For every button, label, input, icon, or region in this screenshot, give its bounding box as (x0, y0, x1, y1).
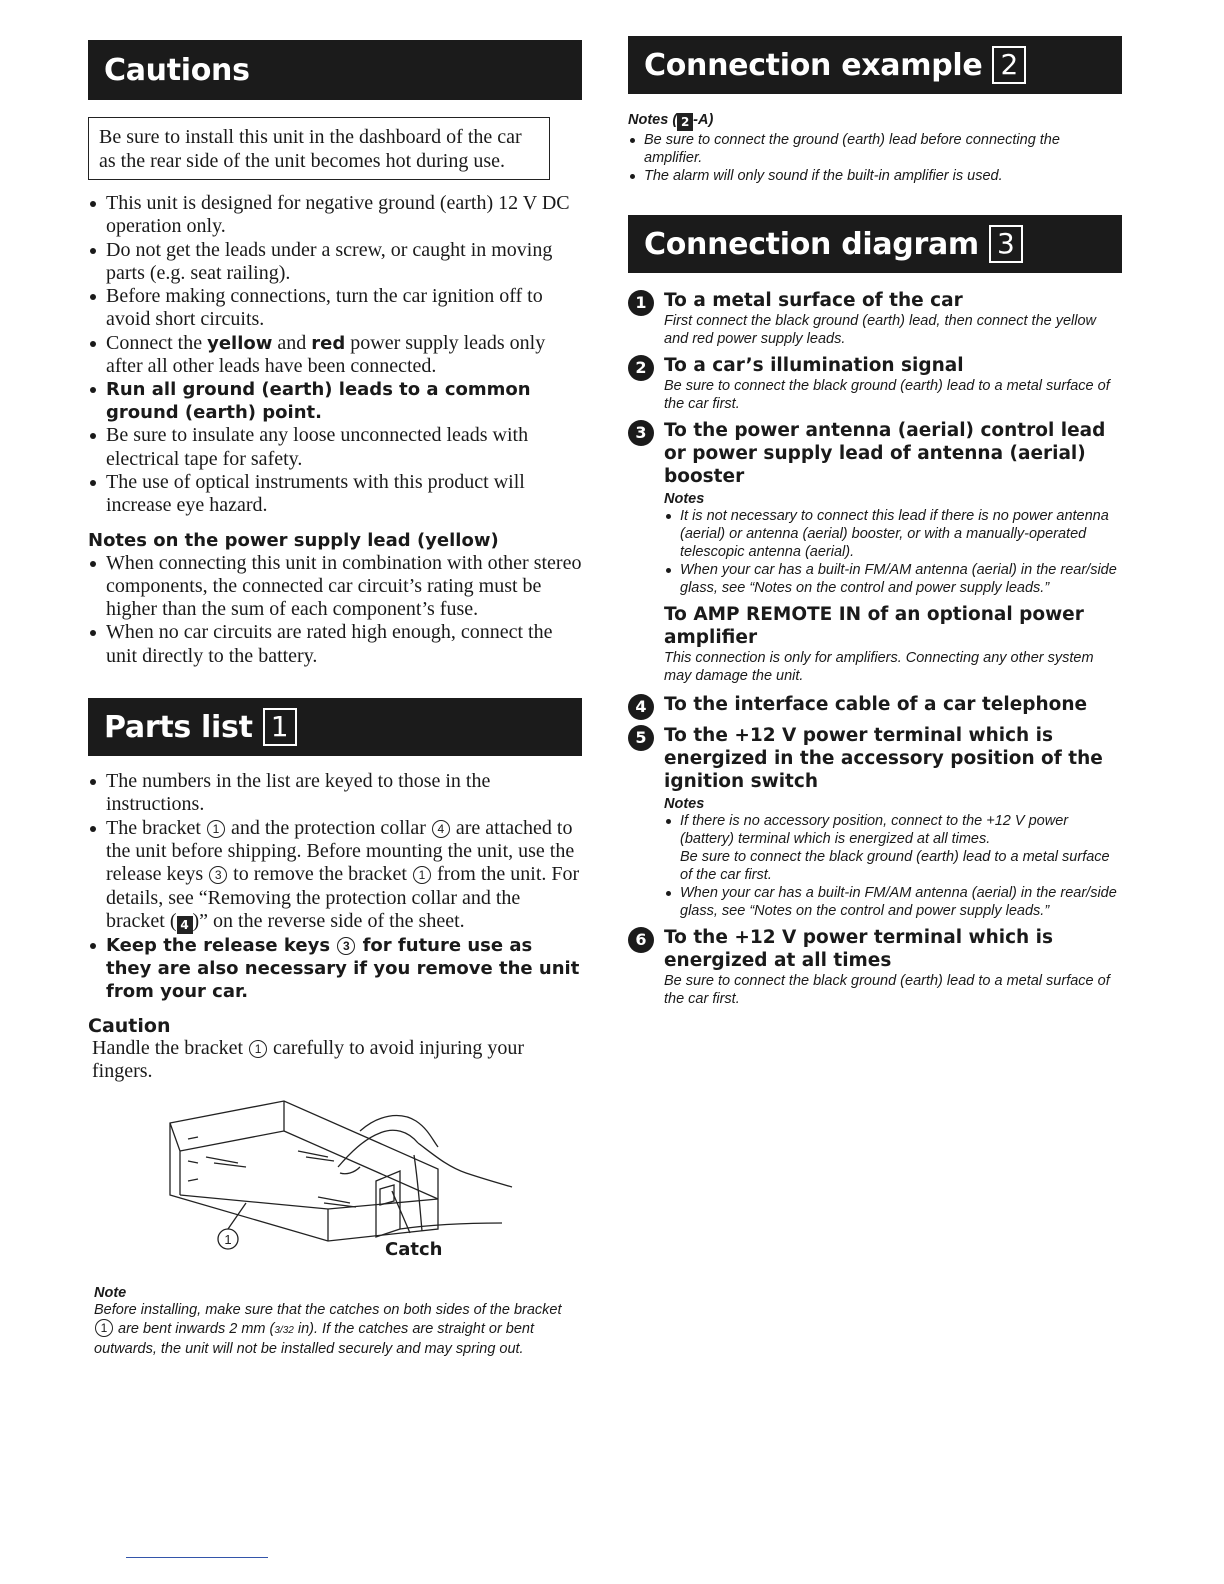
list-item: Do not get the leads under a screw, or caught in moving parts (e.g. seat railing). (88, 239, 582, 286)
diagram-item-title: To the +12 V power terminal which is energized at all times (664, 927, 1054, 971)
text-run: for future use as they are also necessary if you remove the unit from your car. (106, 934, 580, 1002)
cautions-banner (88, 40, 582, 100)
ref-3-icon: 3 (337, 937, 355, 955)
list-item: Be sure to insulate any loose unconnected leads with electrical tape for safety. (88, 424, 582, 471)
connection-example-notes (628, 131, 1122, 185)
cautions-title: Cautions (104, 52, 250, 88)
text-run: and the protection collar (225, 816, 431, 839)
connection-example-banner (628, 36, 1122, 94)
text-run: to remove the bracket (228, 863, 412, 886)
parts-list-number: 1 (263, 708, 297, 746)
amp-remote-heading: To AMP REMOTE IN of an optional power amplifier (664, 604, 1084, 648)
ref-3-icon: 3 (209, 866, 227, 884)
text-run: are bent inwards 2 mm ( (114, 1320, 275, 1337)
badge-2-icon: 2 (628, 355, 654, 381)
left-column (88, 0, 582, 1358)
text-run: Connect the (106, 331, 208, 354)
list-item (88, 817, 582, 934)
note-heading: Note (94, 1284, 127, 1301)
ref-1-icon: 1 (249, 1040, 267, 1058)
text-run: The bracket (106, 816, 206, 839)
text-run: If there is no accessory position, connect to the +12 V power (battery) terminal which is energized at all times. (680, 813, 1069, 847)
list-item: Be sure to connect the ground (earth) lead before connecting the amplifier. (628, 131, 1122, 167)
ref-1-icon: 1 (207, 820, 225, 838)
parts-list-title: Parts list (104, 709, 253, 745)
install-warning-text: Be sure to install this unit in the dashboard of the car as the rear side of the unit becomes hot during use. (99, 126, 522, 172)
diagram-item-4 (628, 693, 1122, 716)
connection-diagram-number: 3 (989, 225, 1023, 263)
badge-6-icon: 6 (628, 927, 654, 953)
amp-remote-text: This connection is only for amplifiers. Connecting any other system may damage the unit. (664, 650, 1094, 684)
connection-diagram-title: Connection diagram (644, 226, 979, 262)
footer-rule (126, 1557, 268, 1558)
text-run: Before installing, make sure that the catches on both sides of the bracket (94, 1301, 562, 1318)
text-run: Notes ( (628, 112, 678, 128)
ref-1-icon: 1 (413, 866, 431, 884)
text-run: Be sure to connect the black ground (earth) lead to a metal surface of the car first. (680, 849, 1110, 883)
text-run: and (272, 331, 312, 354)
list-item: The alarm will only sound if the built-in amplifier is used. (628, 167, 1122, 185)
ref-1-icon: 1 (95, 1319, 113, 1337)
red-lead-label: red (311, 332, 346, 354)
list-item: The numbers in the list are keyed to those in the instructions. (88, 770, 582, 817)
figure-4-icon: 4 (177, 916, 193, 934)
text-run: are attached to the unit before shipping. Before mounting the unit, use the release keys (106, 816, 575, 886)
badge-1-icon: 1 (628, 290, 654, 316)
bracket-illustration (88, 1091, 582, 1281)
diagram-item-1 (628, 289, 1122, 348)
connection-example-notes-heading (628, 112, 1122, 131)
text-run: )” on the reverse side of the sheet. (192, 909, 465, 932)
diagram-item-5 (628, 724, 1122, 920)
diagram-item-title: To a car’s illumination signal (664, 355, 964, 376)
right-column (628, 0, 1122, 1008)
list-item (664, 812, 1122, 884)
diagram-item-text: Be sure to connect the black ground (earth) lead to a metal surface of the car first. (664, 973, 1110, 1007)
list-item: When your car has a built-in FM/AM antenna (aerial) in the rear/side glass, see “Notes on the control and power supply leads.” (664, 561, 1122, 597)
diagram-item-title: To a metal surface of the car (664, 290, 963, 311)
ref-1-label: 1 (224, 1231, 232, 1247)
badge-4-icon: 4 (628, 694, 654, 720)
cautions-list (88, 192, 582, 518)
diagram-item-3 (628, 419, 1122, 685)
connection-diagram-banner (628, 215, 1122, 273)
diagram-item-title: To the interface cable of a car telephone (664, 694, 1088, 715)
text-run: in). If the catches are straight or bent outwards, the unit will not be installed securely and may spring out. (94, 1320, 535, 1357)
diagram-item-2 (628, 354, 1122, 413)
diagram-item-title: To the power antenna (aerial) control lead or power supply lead of antenna (aerial) booster (664, 420, 1106, 487)
text-run: power supply leads only after all other leads have been connected. (106, 331, 546, 378)
text-run: Handle the bracket (92, 1036, 249, 1059)
list-item: When connecting this unit in combination with other stereo components, the connected car circuit’s rating must be higher than the sum of each component’s fuse. (88, 552, 582, 622)
diagram-item-text: First connect the black ground (earth) lead, then connect the yellow and red power supply leads. (664, 313, 1097, 347)
list-item (88, 332, 582, 379)
badge-3-icon: 3 (628, 420, 654, 446)
badge-5-icon: 5 (628, 725, 654, 751)
yellow-lead-label: yellow (207, 332, 273, 354)
figure-2-icon: 2 (677, 113, 693, 131)
parts-list (88, 770, 582, 1003)
text-run: from the unit. For details, see “Removing the protection collar and the bracket ( (106, 863, 580, 932)
ref-4-icon: 4 (432, 820, 450, 838)
diagram-item-notes (664, 507, 1122, 597)
install-warning-box (88, 117, 550, 180)
list-item: Before making connections, turn the car ignition off to avoid short circuits. (88, 285, 582, 332)
catch-label: Catch (385, 1238, 443, 1260)
parts-list-banner (88, 698, 582, 756)
list-item: This unit is designed for negative ground (earth) 12 V DC operation only. (88, 192, 582, 239)
bracket-drawing (88, 1091, 582, 1281)
list-item: It is not necessary to connect this lead if there is no power antenna (aerial) or antenna (aerial) booster, or with a manually-operated telescopic antenna (aerial). (664, 507, 1122, 561)
diagram-item-6 (628, 926, 1122, 1008)
list-item: When no car circuits are rated high enough, connect the unit directly to the battery. (88, 621, 582, 668)
fraction-text: 3/32 (274, 1324, 294, 1336)
connection-example-number: 2 (992, 46, 1026, 84)
text-run: carefully to avoid injuring your fingers. (92, 1036, 525, 1082)
list-item: When your car has a built-in FM/AM antenna (aerial) in the rear/side glass, see “Notes on the control and power supply leads.” (664, 884, 1122, 920)
power-notes-list (88, 552, 582, 668)
list-item: The use of optical instruments with this product will increase eye hazard. (88, 471, 582, 518)
text-run: -A) (693, 112, 714, 128)
caution-text (88, 1037, 582, 1083)
text-run: Keep the release keys (106, 934, 337, 956)
notes-heading: Notes (664, 491, 705, 507)
diagram-item-text: Be sure to connect the black ground (earth) lead to a metal surface of the car first. (664, 378, 1110, 412)
list-item: Run all ground (earth) leads to a common ground (earth) point. (88, 378, 582, 424)
note-text (88, 1301, 582, 1358)
diagram-item-title: To the +12 V power terminal which is energized in the accessory position of the ignition switch (664, 725, 1103, 792)
caution-heading: Caution (88, 1014, 171, 1037)
power-notes-heading: Notes on the power supply lead (yellow) (88, 529, 499, 551)
diagram-item-notes (664, 812, 1122, 920)
list-item (88, 934, 582, 1003)
notes-heading: Notes (664, 796, 705, 812)
connection-example-title: Connection example (644, 47, 983, 83)
